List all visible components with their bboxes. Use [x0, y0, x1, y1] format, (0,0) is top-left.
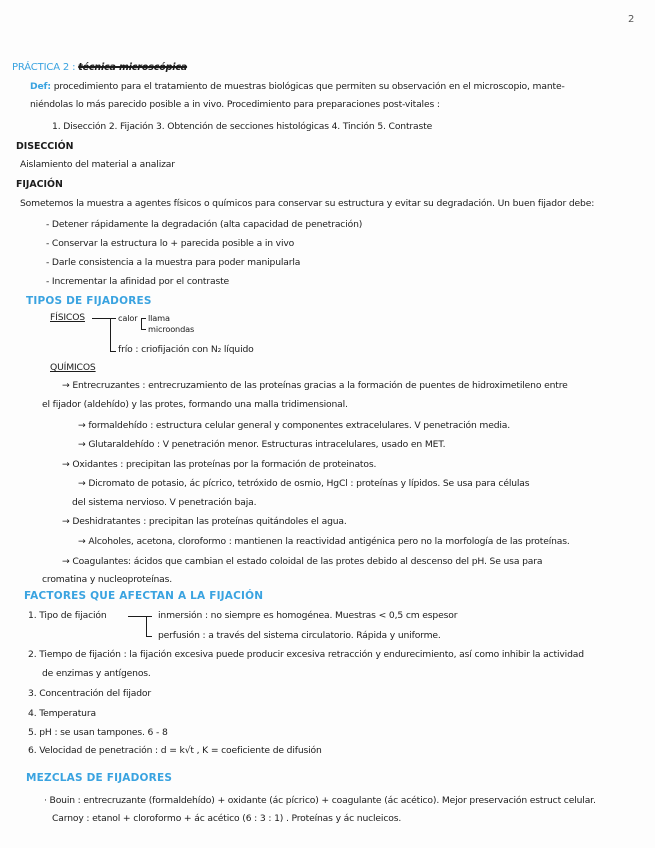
oxidantes-line: → Oxidantes : precipitan las proteínas por la formación de proteinatos.	[62, 459, 377, 470]
procedure-steps: 1. Disección 2. Fijación 3. Obtención de secciones histológicas 4. Tinción 5. Contraste	[52, 121, 433, 132]
fijacion-item: - Conservar la estructura lo + parecida posible a in vivo	[46, 238, 295, 249]
llama-label: llama	[148, 313, 170, 323]
carnoy-line: Carnoy : etanol + cloroformo + ác acético (6 : 3 : 1) . Proteínas y ác nucleicos.	[52, 813, 402, 824]
quimicos-label: QUÍMICOS	[50, 362, 96, 373]
fijacion-heading: FIJACIÓN	[16, 179, 63, 190]
practice-title: PRÁCTICA 2 :	[12, 62, 76, 73]
entrecruzantes-line-1: → Entrecruzantes : entrecruzamiento de las proteínas gracias a la formación de puentes de hidroximetileno entre	[62, 380, 568, 391]
mezclas-heading: MEZCLAS DE FIJADORES	[26, 772, 173, 784]
page-number: 2	[628, 14, 635, 25]
entrecruzantes-line-2: el fijador (aldehído) y las protes, formando una malla tridimensional.	[42, 399, 348, 410]
inmersion-line: inmersión : no siempre es homogénea. Muestras < 0,5 cm espesor	[158, 610, 458, 621]
diseccion-text: Aislamiento del material a analizar	[20, 159, 175, 170]
fijacion-item: - Detener rápidamente la degradación (alta capacidad de penetración)	[46, 219, 363, 230]
tipo-bracket-top	[146, 616, 152, 617]
practice-title-line	[12, 62, 187, 74]
microondas-label: microondas	[148, 324, 195, 334]
concentracion-line: 3. Concentración del fijador	[28, 688, 152, 699]
calor-bracket-top	[141, 318, 146, 319]
fisicos-label: FÍSICOS	[50, 312, 85, 323]
definition-line-1	[30, 81, 565, 93]
practice-title-struck: técnica microscópica	[78, 62, 188, 73]
bouin-line: · Bouin : entrecruzante (formaldehído) + oxidante (ác pícrico) + coagulante (ác acético). Mejor preservación estruct celular.	[44, 795, 596, 806]
ph-line: 5. pH : se usan tampones. 6 - 8	[28, 727, 168, 738]
diseccion-heading: DISECCIÓN	[16, 141, 74, 152]
fisicos-bracket-top	[110, 318, 116, 319]
fijacion-item: - Incrementar la afinidad por el contraste	[46, 276, 230, 287]
alcoholes-line: → Alcoholes, acetona, cloroformo : mantienen la reactividad antigénica pero no la morfología de las proteínas.	[78, 536, 570, 547]
formaldehido-line: → formaldehído : estructura celular general y componentes extracelulares. V penetración media.	[78, 420, 511, 431]
fisicos-bracket	[110, 318, 111, 351]
calor-label: calor	[118, 313, 138, 323]
temperatura-line: 4. Temperatura	[28, 708, 96, 719]
factores-heading: FACTORES QUE AFECTAN A LA FIJACIÓN	[24, 590, 264, 602]
tipo-bracket-bottom	[146, 636, 152, 637]
fisicos-bracket-connector	[92, 318, 110, 319]
dicromato-line-1: → Dicromato de potasio, ác pícrico, tetróxido de osmio, HgCl : proteínas y lípidos. Se usa para células	[78, 478, 530, 489]
dicromato-line-2: del sistema nervioso. V penetración baja.	[72, 497, 257, 508]
tipo-fijacion-label: 1. Tipo de fijación	[28, 610, 107, 621]
velocidad-line: 6. Velocidad de penetración : d = k√t , K = coeficiente de difusión	[28, 745, 322, 756]
coagulantes-line-1: → Coagulantes: ácidos que cambian el estado coloidal de las protes debido al descenso del pH. Se usa para	[62, 556, 543, 567]
calor-bracket	[141, 318, 142, 329]
tipo-bracket	[146, 616, 147, 636]
glutaraldehido-line: → Glutaraldehído : V penetración menor. Estructuras intracelulares, usado en MET.	[78, 439, 446, 450]
calor-bracket-bottom	[141, 329, 146, 330]
fisicos-bracket-bottom	[110, 351, 116, 352]
tiempo-line-2: de enzimas y antígenos.	[42, 668, 151, 679]
fijacion-item: - Darle consistencia a la muestra para poder manipularla	[46, 257, 301, 268]
definition-line-2: niéndolas lo más parecido posible a in vivo. Procedimiento para preparaciones post-vitales :	[30, 99, 440, 110]
definition-text-1: procedimiento para el tratamiento de muestras biológicas que permiten su observación en el microscopio, mante-	[53, 81, 565, 92]
frio-label: frío : criofijación con N₂ líquido	[118, 344, 254, 355]
tiempo-line-1: 2. Tiempo de fijación : la fijación excesiva puede producir excesiva retracción y endurecimiento, así como inhibir la actividad	[28, 649, 584, 660]
tipos-heading: TIPOS DE FIJADORES	[26, 295, 152, 307]
tipo-bracket-connector	[128, 616, 146, 617]
perfusion-line: perfusión : a través del sistema circulatorio. Rápida y uniforme.	[158, 630, 441, 641]
fijacion-intro: Sometemos la muestra a agentes físicos o químicos para conservar su estructura y evitar su degradación. Un buen fijador debe:	[20, 198, 595, 209]
coagulantes-line-2: cromatina y nucleoproteínas.	[42, 574, 173, 585]
definition-label: Def:	[30, 81, 51, 92]
deshidratantes-line: → Deshidratantes : precipitan las proteínas quitándoles el agua.	[62, 516, 347, 527]
